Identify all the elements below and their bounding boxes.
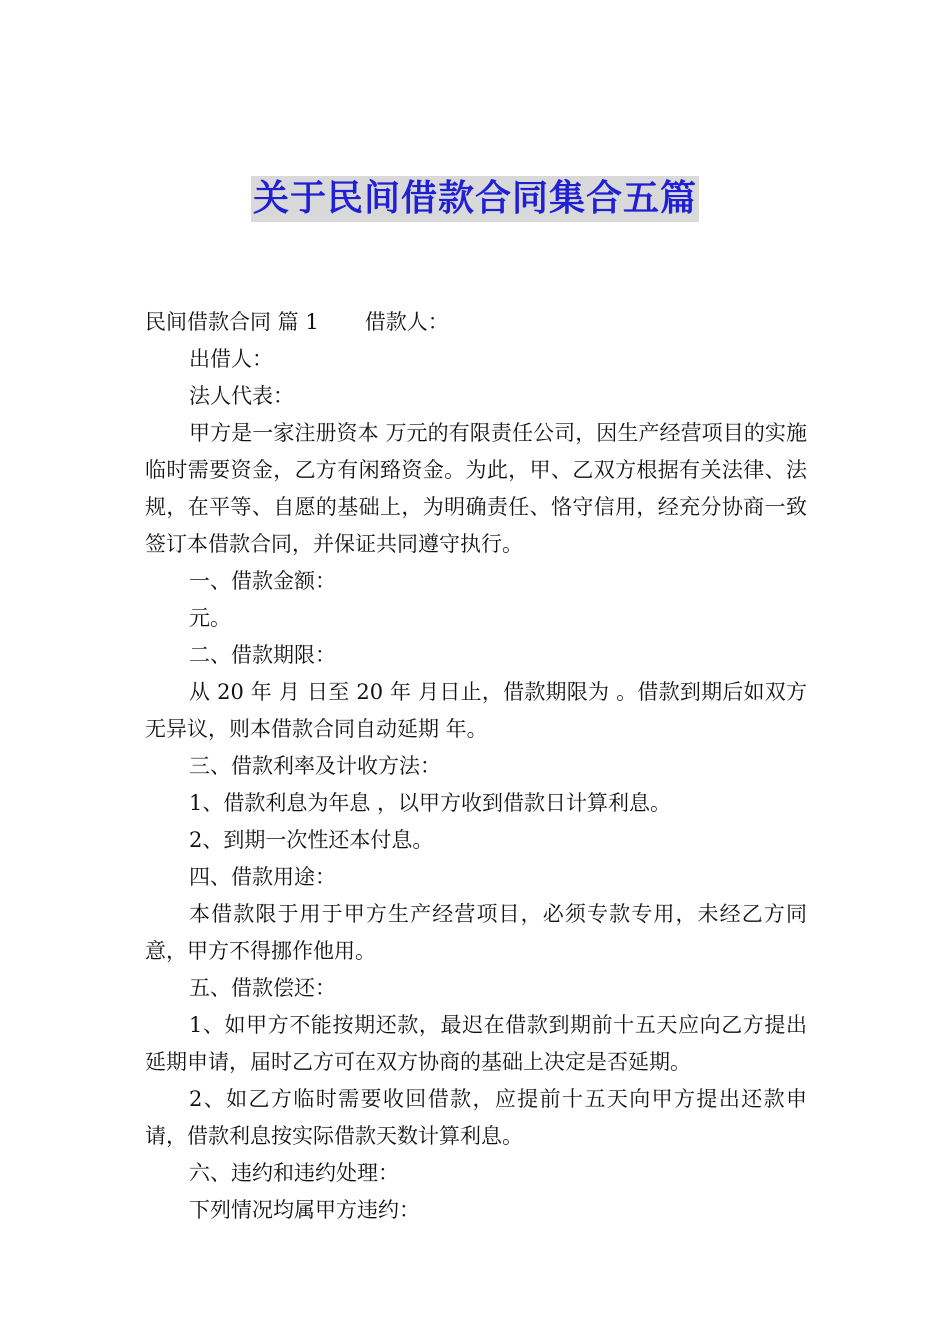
paragraph: 法人代表： bbox=[189, 384, 294, 408]
section-heading: 一、借款金额： bbox=[189, 569, 336, 593]
list-item: 2、如乙方临时需要收回借款，应提前十五天向甲方提出还款申请，借款利息按实际借款天数计算利息。 bbox=[145, 1087, 807, 1148]
paragraph: 元。 bbox=[189, 606, 231, 630]
paragraph: 甲方是一家注册资本 万元的有限责任公司，因生产经营项目的实施临时需要资金，乙方有闲臵资金。为此，甲、乙双方根据有关法律、法规，在平等、自愿的基础上，为明确责任、恪守信用，经充分协商一致签订本借款合同，并保证共同遵守执行。 bbox=[145, 421, 807, 556]
list-item: 1、如甲方不能按期还款，最迟在借款到期前十五天应向乙方提出延期申请，届时乙方可在双方协商的基础上决定是否延期。 bbox=[145, 1013, 807, 1074]
contract-heading-line bbox=[145, 304, 807, 341]
paragraph: 本借款限于用于甲方生产经营项目，必须专款专用，未经乙方同意，甲方不得挪作他用。 bbox=[145, 902, 807, 963]
section-heading: 二、借款期限： bbox=[189, 643, 336, 667]
paragraph: 从 20 年 月 日至 20 年 月日止，借款期限为 。借款到期后如双方无异议，则本借款合同自动延期 年。 bbox=[145, 680, 807, 741]
section-heading: 三、借款利率及计收方法： bbox=[189, 754, 441, 778]
paragraph: 下列情况均属甲方违约： bbox=[189, 1198, 420, 1222]
borrower-label: 借款人： bbox=[364, 310, 449, 334]
paragraph: 出借人： bbox=[189, 347, 273, 371]
section-heading: 五、借款偿还： bbox=[189, 976, 336, 1000]
list-item: 2、到期一次性还本付息。 bbox=[189, 828, 434, 852]
list-item: 1、借款利息为年息 ，以甲方收到借款日计算利息。 bbox=[189, 791, 672, 815]
section-heading: 四、借款用途： bbox=[189, 865, 336, 889]
document-title: 关于民间借款合同集合五篇 bbox=[251, 176, 699, 222]
document-body bbox=[145, 304, 807, 1229]
section-heading: 六、违约和违约处理： bbox=[189, 1161, 399, 1185]
title-container bbox=[0, 176, 950, 222]
contract-section-title: 民间借款合同 篇 1 bbox=[145, 310, 319, 334]
